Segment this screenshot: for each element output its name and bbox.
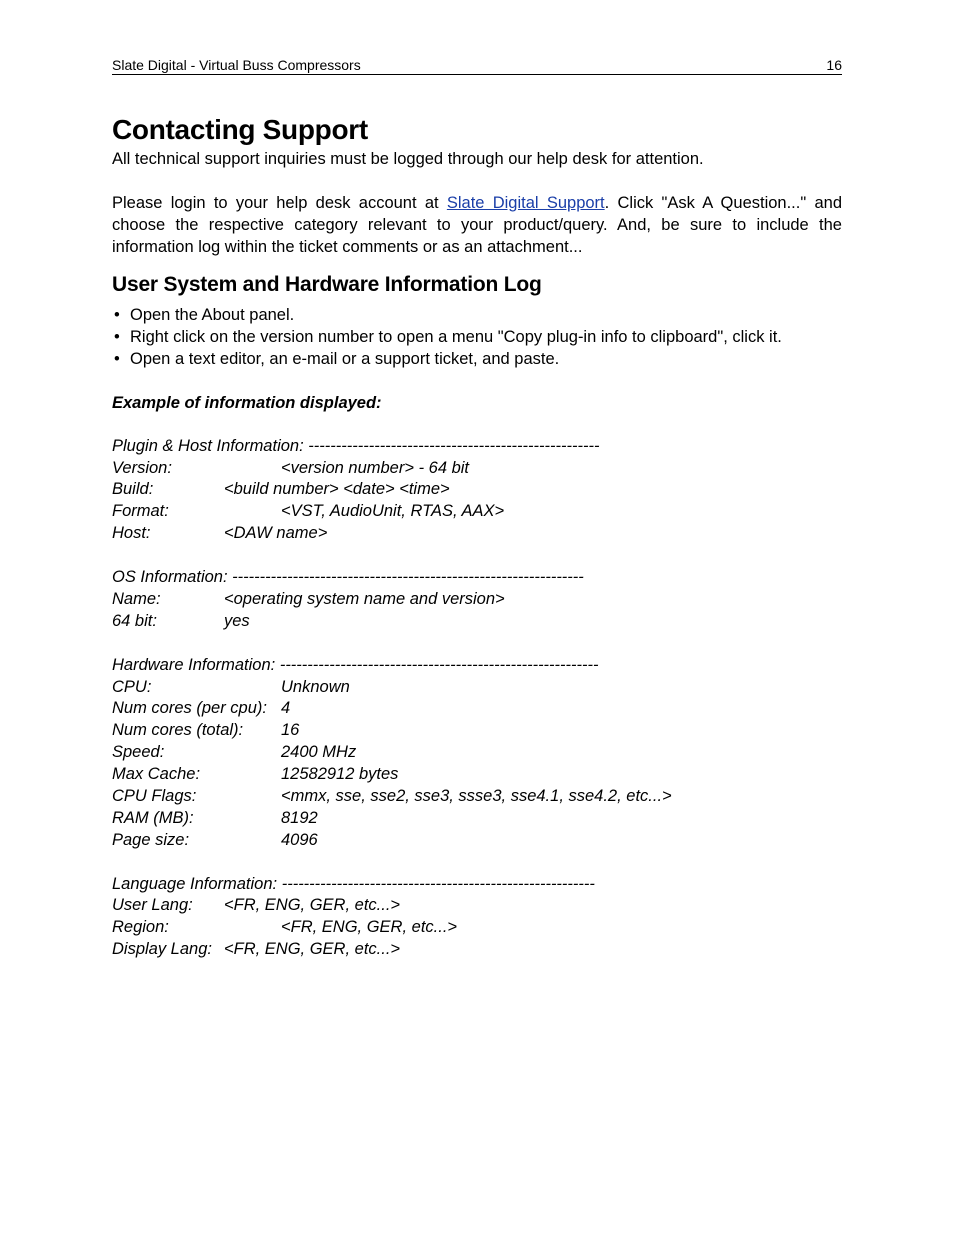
info-row	[112, 764, 842, 786]
plugin-info-block	[112, 436, 842, 545]
info-value: <FR, ENG, GER, etc...>	[224, 896, 401, 915]
page-content	[112, 112, 842, 961]
info-key: User Lang:	[112, 896, 193, 915]
info-key: Region:	[112, 918, 169, 937]
header-title: Slate Digital - Virtual Buss Compressors	[112, 57, 361, 73]
spacer	[112, 852, 842, 874]
info-key: RAM (MB):	[112, 808, 194, 827]
info-row	[112, 479, 842, 501]
page-number: 16	[826, 57, 842, 73]
info-value: <mmx, sse, sse2, sse3, ssse3, sse4.1, sse4.2, etc...>	[281, 786, 672, 805]
info-row	[112, 698, 842, 720]
info-key: Num cores (total):	[112, 721, 244, 740]
info-value: 8192	[281, 808, 318, 827]
spacer	[112, 258, 842, 272]
info-key: Build:	[112, 480, 154, 499]
info-key: CPU Flags:	[112, 786, 197, 805]
info-value: <FR, ENG, GER, etc...>	[281, 918, 458, 937]
info-value: Unknown	[281, 677, 350, 696]
spacer	[112, 170, 842, 192]
info-row	[112, 458, 842, 480]
info-key: Max Cache:	[112, 765, 201, 784]
login-text-after: . Click "Ask A Question..." and choose the respective category relevant to your product/query. And, be sure to include the information log within the ticket comments or as an attachment...	[112, 193, 843, 256]
spacer	[112, 414, 842, 436]
info-key: CPU:	[112, 677, 152, 696]
info-value: 2400 MHz	[281, 743, 357, 762]
info-key: 64 bit:	[112, 611, 157, 630]
list-item: • Open a text editor, an e-mail or a support ticket, and paste.	[112, 348, 842, 370]
info-value: 12582912 bytes	[281, 765, 399, 784]
info-key: Format:	[112, 502, 169, 521]
page-title: Contacting Support	[112, 114, 368, 145]
intro-paragraph: All technical support inquiries must be logged through our help desk for attention.	[112, 150, 704, 168]
info-row	[112, 895, 842, 917]
info-row	[112, 830, 842, 852]
info-row	[112, 786, 842, 808]
info-value: yes	[224, 611, 250, 630]
section-title: User System and Hardware Information Log	[112, 272, 542, 296]
info-value: 16	[281, 721, 300, 740]
info-key: Version:	[112, 458, 172, 477]
info-row	[112, 501, 842, 523]
os-info-block	[112, 567, 842, 633]
info-value: 4096	[281, 830, 318, 849]
info-row	[112, 939, 842, 961]
instruction-list	[112, 304, 842, 370]
info-row	[112, 917, 842, 939]
info-key: Name:	[112, 589, 161, 608]
info-key: Speed:	[112, 743, 165, 762]
info-row	[112, 611, 842, 633]
hardware-info-block	[112, 655, 842, 852]
info-value: <VST, AudioUnit, RTAS, AAX>	[281, 502, 505, 521]
support-link[interactable]: Slate Digital Support	[446, 193, 605, 212]
info-row	[112, 742, 842, 764]
list-item: • Right click on the version number to open a menu "Copy plug-in info to clipboard", click it.	[112, 326, 842, 348]
info-value: <version number> - 64 bit	[281, 458, 470, 477]
list-item: • Open the About panel.	[112, 304, 842, 326]
info-row	[112, 677, 842, 699]
info-value: <DAW name>	[224, 524, 328, 543]
info-row	[112, 720, 842, 742]
login-text-before: Please login to your help desk account at	[112, 193, 447, 212]
info-row	[112, 808, 842, 830]
spacer	[112, 633, 842, 655]
language-info-title: Language Information: ---------------------------------------------------------	[112, 874, 595, 893]
example-label: Example of information displayed:	[112, 393, 382, 412]
page-header	[112, 57, 842, 75]
login-paragraph	[112, 192, 842, 258]
info-row	[112, 523, 842, 545]
os-info-title: OS Information: ----------------------------------------------------------------	[112, 568, 584, 587]
info-key: Num cores (per cpu):	[112, 699, 267, 718]
info-key: Display Lang:	[112, 940, 212, 959]
language-info-block	[112, 874, 842, 962]
info-value: <build number> <date> <time>	[224, 480, 450, 499]
info-key: Host:	[112, 524, 151, 543]
info-value: <FR, ENG, GER, etc...>	[224, 940, 401, 959]
plugin-info-title: Plugin & Host Information: -----------------------------------------------------	[112, 436, 600, 455]
spacer	[112, 370, 842, 392]
info-row	[112, 589, 842, 611]
info-value: 4	[281, 699, 291, 718]
spacer	[112, 545, 842, 567]
hardware-info-title: Hardware Information: ----------------------------------------------------------	[112, 655, 599, 674]
info-key: Page size:	[112, 830, 190, 849]
info-value: <operating system name and version>	[224, 589, 505, 608]
